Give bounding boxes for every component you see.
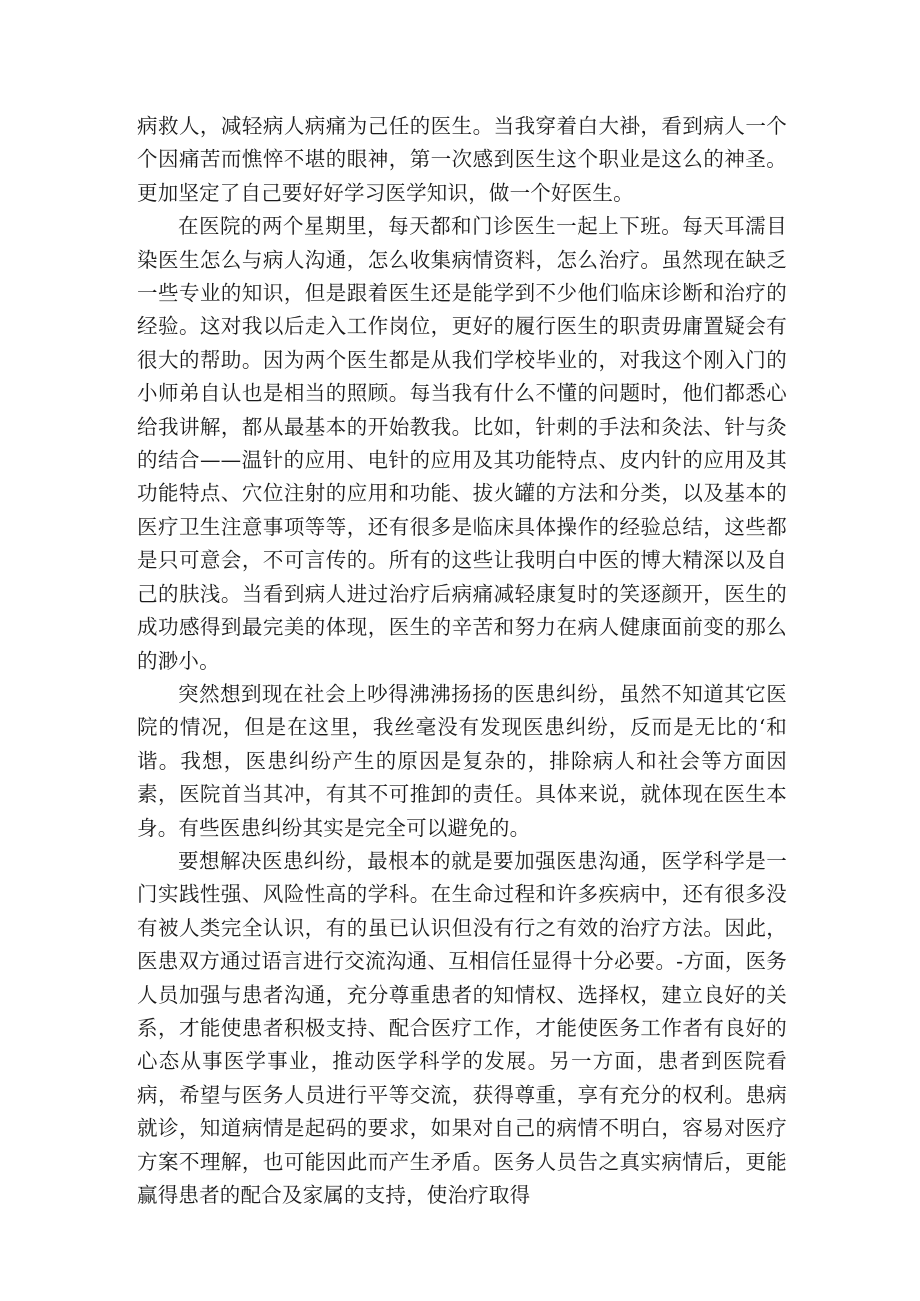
paragraph-continuation: 病救人，减轻病人病痛为己任的医生。当我穿着白大褂，看到病人一个个因痛苦而憔悴不堪的眼神，第一次感到医生这个职业是这么的神圣。更加坚定了自己要好好学习医学知识，做一个好医生。 <box>137 114 787 205</box>
paragraph-medical-disputes: 突然想到现在社会上吵得沸沸扬扬的医患纠纷，虽然不知道其它医院的情况，但是在这里，我丝毫没有发现医患纠纷，反而是无比的‘和谐。我想，医患纠纷产生的原因是复杂的，排除病人和社会等方面因素，医院首当其冲，有其不可推卸的责任。具体来说，就体现在医生本身。有些医患纠纷其实是完全可以避免的。 <box>137 681 787 840</box>
paragraph-doctor-patient-communication: 要想解决医患纠纷，最根本的就是要加强医患沟通，医学科学是一门实践性强、风险性高的学科。在生命过程和许多疾病中，还有很多没有被人类完全认识，有的虽已认识但没有行之有效的治疗方法。因此，医患双方通过语言进行交流沟通、互相信任显得十分必要。-方面，医务人员加强与患者沟通，充分尊重患者的知情权、选择权，建立良好的关系，才能使患者积极支持、配合医疗工作，才能使医务工作者有良好的心态从事医学事业，推动医学科学的发展。另一方面，患者到医院看病，希望与医务人员进行平等交流，获得尊重，享有充分的权利。患病就诊，知道病情是起码的要求，如果对自己的病情不明白，容易对医疗方案不理解，也可能因此而产生矛盾。医务人员告之真实病情后，更能赢得患者的配合及家属的支持，使治疗取得 <box>137 848 787 1207</box>
paragraph-hospital-weeks: 在医院的两个星期里，每天都和门诊医生一起上下班。每天耳濡目染医生怎么与病人沟通，怎么收集病情资料，怎么治疗。虽然现在缺乏一些专业的知识，但是跟着医生还是能学到不少他们临床诊断和治疗的经验。这对我以后走入工作岗位，更好的履行医生的职责毋庸置疑会有很大的帮助。因为两个医生都是从我们学校毕业的，对我这个刚入门的小师弟自认也是相当的照顾。每当我有什么不懂的问题时，他们都悉心给我讲解，都从最基本的开始教我。比如，针刺的手法和灸法、针与灸的结合——温针的应用、电针的应用及其功能特点、皮内针的应用及其功能特点、穴位注射的应用和功能、拔火罐的方法和分类，以及基本的医疗卫生注意事项等等，还有很多是临床具体操作的经验总结，这些都是只可意会，不可言传的。所有的这些让我明白中医的博大精深以及自己的肤浅。当看到病人进过治疗后病痛减轻康复时的笑逐颜开，医生的成功感得到最完美的体现，医生的辛苦和努力在病人健康面前变的那么的渺小。 <box>137 214 787 673</box>
document-body <box>137 110 787 1212</box>
